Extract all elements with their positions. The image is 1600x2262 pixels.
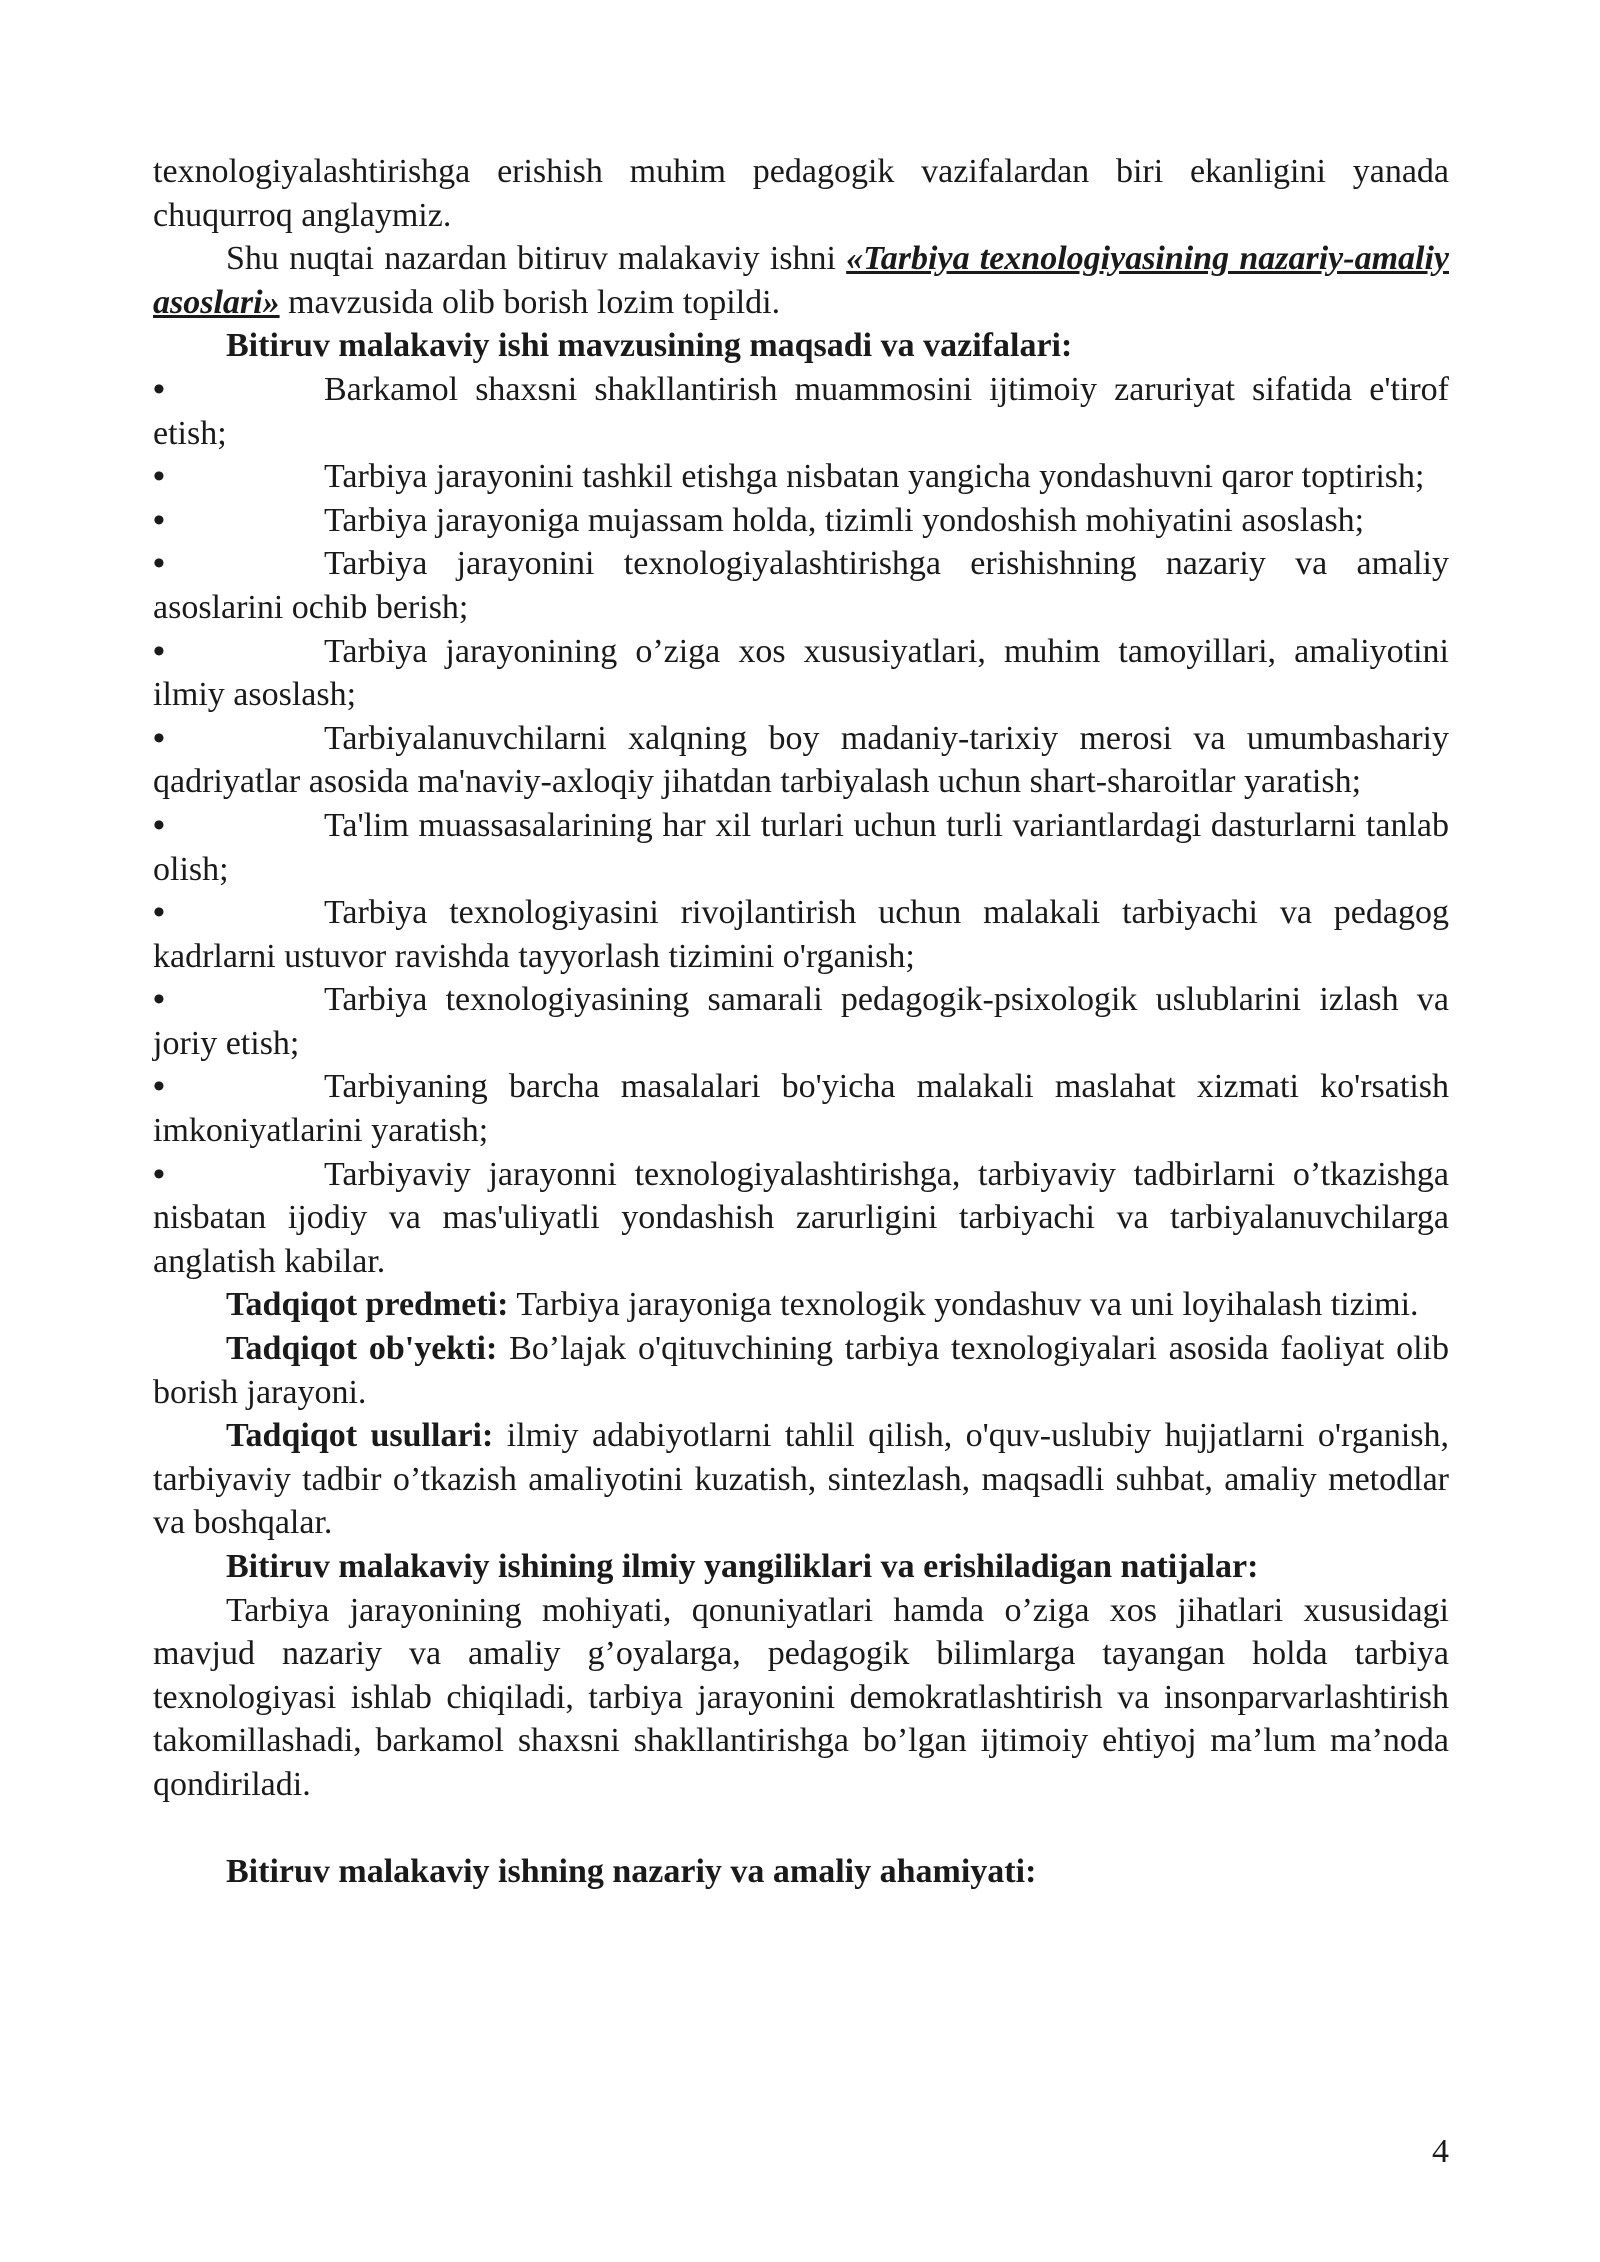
page-number: 4 xyxy=(1432,2133,1449,2170)
topic-before: Shu nuqtai nazardan bitiruv malakaviy ishni xyxy=(226,240,847,278)
goal-text: Tarbiyaviy jarayonni texnologiyalashtirishga, tarbiyaviy tadbirlarni o’tkazishga nisbatan ijodiy va mas'uliyatli yondashish zarurligini tarbiyachi va tarbiyalanuvchilarga anglatish kabilar. xyxy=(153,1155,1449,1280)
topic-after: mavzusida olib borish lozim topildi. xyxy=(279,283,781,321)
goal-list-item xyxy=(153,630,1449,717)
bullet-icon: • xyxy=(153,545,165,583)
bullet-icon: • xyxy=(153,894,165,932)
significance-heading: Bitiruv malakaviy ishning nazariy va amaliy ahamiyati: xyxy=(226,1853,1037,1891)
bullet-icon: • xyxy=(153,806,165,844)
bullet-icon: • xyxy=(153,632,165,670)
methods-label: Tadqiqot usullari: xyxy=(226,1417,494,1455)
goal-text: Tarbiya jarayoniga mujassam holda, tizimli yondoshish mohiyatini asoslash; xyxy=(324,501,1365,539)
goal-list-item xyxy=(153,455,1449,499)
goal-text: Tarbiya texnologiyasini rivojlantirish uchun malakali tarbiyachi va pedagog kadrlarni ustuvor ravishda tayyorlash tizimini o'rganish; xyxy=(153,894,1449,975)
goals-list xyxy=(153,368,1449,1283)
subject-label: Tadqiqot predmeti: xyxy=(226,1286,509,1324)
goal-list-item xyxy=(153,368,1449,455)
goal-list-item xyxy=(153,891,1449,978)
methods-paragraph xyxy=(153,1414,1449,1545)
goal-list-item xyxy=(153,804,1449,891)
object-text: Bo’lajak o'qituvchining tarbiya texnologiyalari asosida faoliyat olib borish jarayoni. xyxy=(153,1330,1449,1411)
bullet-icon: • xyxy=(153,719,165,757)
bullet-icon: • xyxy=(153,458,165,496)
goal-list-item xyxy=(153,1153,1449,1284)
object-label: Tadqiqot ob'yekti: xyxy=(226,1330,498,1368)
bullet-icon: • xyxy=(153,1155,165,1193)
document-page xyxy=(153,150,1449,1894)
topic-title: «Tarbiya texnologiyasining nazariy-amaliy asoslari» xyxy=(153,240,1449,321)
goal-list-item xyxy=(153,1065,1449,1152)
bullet-icon: • xyxy=(153,981,165,1019)
subject-paragraph xyxy=(153,1283,1449,1327)
goal-list-item xyxy=(153,499,1449,543)
goal-text: Tarbiya jarayonini tashkil etishga nisbatan yangicha yondashuvni qaror toptirish; xyxy=(324,458,1425,496)
object-paragraph xyxy=(153,1327,1449,1414)
novelty-paragraph: Tarbiya jarayonining mohiyati, qonuniyatlari hamda o’ziga xos jihatlari xususidagi mavjud nazariy va amaliy g’oyalarga, pedagogik bilimlarga tayangan holda tarbiya texnologiyasi ishlab chiqiladi, tarbiya jarayonini demokratlashtirish va insonparvarlashtirish takomillashadi, barkamol shaxsni shakllantirishga bo’lgan ijtimoiy ehtiyoj ma’lum ma’noda qondiriladi. xyxy=(153,1591,1449,1803)
goal-text: Tarbiya jarayonining o’ziga xos xususiyatlari, muhim tamoyillari, amaliyotini ilmiy asoslash; xyxy=(153,632,1449,714)
goal-text: Tarbiyaning barcha masalalari bo'yicha malakali maslahat xizmati ko'rsatish imkoniyatlarini yaratish; xyxy=(153,1068,1449,1150)
goal-list-item xyxy=(153,978,1449,1065)
goal-text: Tarbiya texnologiyasining samarali pedagogik-psixologik uslublarini izlash va joriy etish; xyxy=(153,981,1449,1062)
topic-paragraph xyxy=(153,237,1449,324)
subject-text: Tarbiya jarayoniga texnologik yondashuv va uni loyihalash tizimi. xyxy=(508,1286,1419,1324)
goals-heading: Bitiruv malakaviy ishi mavzusining maqsadi va vazifalari: xyxy=(226,327,1073,365)
bullet-icon: • xyxy=(153,501,165,539)
goal-list-item xyxy=(153,542,1449,629)
goal-text: Ta'lim muassasalarining har xil turlari uchun turli variantlardagi dasturlarni tanlab olish; xyxy=(153,806,1449,888)
bullet-icon: • xyxy=(153,1068,165,1106)
goal-text: Tarbiyalanuvchilarni xalqning boy madaniy-tarixiy merosi va umumbashariy qadriyatlar asosida ma'naviy-axloqiy jihatdan tarbiyalash uchun shart-sharoitlar yaratish; xyxy=(153,719,1449,801)
goal-text: Tarbiya jarayonini texnologiyalashtirishga erishishning nazariy va amaliy asoslarini ochib berish; xyxy=(153,545,1449,626)
methods-text: ilmiy adabiyotlarni tahlil qilish, o'quv-uslubiy hujjatlarni o'rganish, tarbiyaviy tadbir o’tkazish amaliyotini kuzatish, sintezlash, maqsadli suhbat, amaliy metodlar va boshqalar. xyxy=(153,1417,1449,1542)
novelty-heading: Bitiruv malakaviy ishining ilmiy yangiliklari va erishiladigan natijalar: xyxy=(226,1548,1259,1585)
blank-line xyxy=(153,1807,1449,1851)
goal-text: Barkamol shaxsni shakllantirish muammosini ijtimoiy zaruriyat sifatida e'tirof etish; xyxy=(153,370,1449,452)
intro-continuation: texnologiyalashtirishga erishish muhim pedagogik vazifalardan biri ekanligini yanada chuqurroq anglaymiz. xyxy=(153,153,1449,234)
bullet-icon: • xyxy=(153,370,165,408)
goal-list-item xyxy=(153,717,1449,804)
